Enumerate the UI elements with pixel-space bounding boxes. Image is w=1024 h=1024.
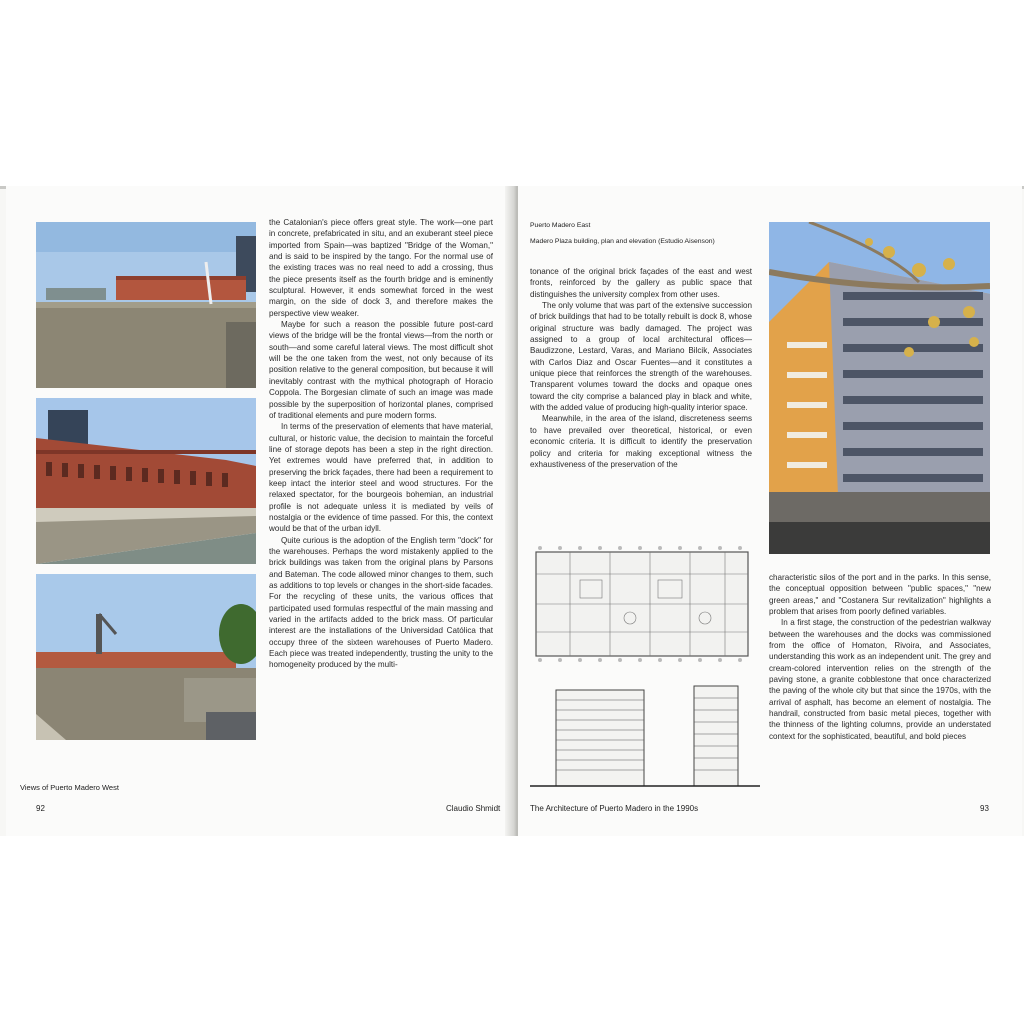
plan-caption: Madero Plaza building, plan and elevation (Estudio Aisenson) bbox=[530, 238, 715, 245]
paragraph: Maybe for such a reason the possible future post-card views of the bridge will be the frontal views—from the north or south—and some careful lateral views. The most difficult shot will be the one taken from the west, not only because of its position relative to the general composition, but because it will inevitably contrast with the mythical photograph of Horacio Coppola. The Borgesian climate of such an image was made possible by the superposition of horizontal planes, comprised of traditional elements and pure modern forms. bbox=[269, 320, 493, 420]
right-page-text-column-1 bbox=[530, 266, 752, 521]
book-title-footer: The Architecture of Puerto Madero in the 1990s bbox=[530, 804, 699, 813]
running-head: Puerto Madero East bbox=[530, 222, 591, 229]
floor-plan-drawing bbox=[530, 544, 754, 664]
paragraph: The only volume that was part of the extensive succession of brick buildings that had to be totally rebuilt is dock 8, whose original structure was badly damaged. The project was assigned to a group of local architectural offices—Baudizzone, Lestard, Varas, and Mariano Bilcik, Associates with Carlos Diaz and Oscar Fuentes—and it constitutes a unique piece that reinforces the strength of the warehouses. Transparent volumes toward the docks and opaque ones toward the city comprise a balanced play in black and white, with the added value of producing high-quality interior space. bbox=[530, 301, 752, 413]
photo-docks-view-1 bbox=[36, 222, 256, 388]
paragraph: In a first stage, the construction of the pedestrian walkway between the warehouses and the docks was commissioned from the office of Homaton, Rivoira, and Associates, understanding this work as an independent unit. The grey and cream-colored intervention relies on the strength of the paving stone, a granite cobblestone that once characterized the paving of the whole city but that since the 1970s, with the arrival of asphalt, has become an element of nostalgia. The handrail, constructed from basic metal pieces, together with the thinness of the lighting columns, provide an understated context for the sophisticated, beautiful, and bold pieces bbox=[769, 618, 991, 741]
left-page-text-column bbox=[269, 217, 493, 797]
photo-dock-crane bbox=[36, 574, 256, 740]
paragraph: In terms of the preservation of elements that have material, cultural, or historic value, the decision to maintain the forceful line of storage depots has been a step in the right direction. Yet extremes would have preferred that, in addition to preserving the brick façades, there had been a requirement to keep intact the interior steel and wood structures. For the relaxed spectator, for the bourgeois bohemian, an industrial profile is not adequate unless it is mediated by veils of nostalgia or the evidence of time passed. For this, the context would be that of the urban idyll. bbox=[269, 422, 493, 534]
paragraph: the Catalonian's piece offers great style. The work—one part in concrete, prefabricated in situ, and an exuberant steel piece imported from Spain—was baptized "Bridge of the Woman," and is said to be inspired by the tango. For the normal use of the existing traces was no real need to add a crossing, thus the piece presents itself as the fourth bridge and is eminently sculptural. However, it ends somewhat forced in the west margin, on the side of dock 3, and therefore makes the perspective view weaker. bbox=[269, 218, 493, 318]
left-page bbox=[6, 186, 514, 836]
paragraph: tonance of the original brick façades of the east and west fronts, reinforced by the gallery as public space that distinguishes the university complex from other uses. bbox=[530, 267, 752, 299]
author-name: Claudio Shmidt bbox=[446, 804, 501, 813]
paragraph: Quite curious is the adoption of the English term "dock" for the warehouses. Perhaps the word mistakenly applied to the brick buildings was taken from the original plans by Parsons and Bateman. The code allowed minor changes to them, such as additions to top levels or changes in the short-side facades. For the recycling of these units, the various offices that participated used formulas respectful of the main massing and varied in the artifacts added to the brick mass. Of particular interest are the installations of the Universidad Católica that occupy three of the sixteen warehouses of Puerto Madero. Each piece was treated independently, trusting the unity to the homogeneity produced by the multi- bbox=[269, 535, 493, 670]
book-spread bbox=[0, 186, 1024, 836]
elevation-drawing bbox=[530, 682, 760, 794]
left-page-number: 92 bbox=[36, 804, 45, 813]
left-page-caption: Views of Puerto Madero West bbox=[20, 783, 119, 792]
right-page bbox=[518, 186, 1022, 836]
photo-madero-plaza-building bbox=[769, 222, 990, 554]
paragraph: Meanwhile, in the area of the island, discreteness seems to have prevailed over theoretical, historical, or even economic criteria. It is difficult to identify the preservation policy and criteria for making exceptional witness the exhaustiveness of the preservation of the bbox=[530, 414, 752, 469]
paragraph: characteristic silos of the port and in the parks. In this sense, the conceptual opposition between "public spaces," "new green areas," and "Costanera Sur revitalization" highlights a problem that arises from poorly defined variables. bbox=[769, 573, 991, 617]
right-page-number: 93 bbox=[980, 804, 989, 813]
right-page-text-column-2 bbox=[769, 572, 991, 802]
photo-brick-warehouses bbox=[36, 398, 256, 564]
